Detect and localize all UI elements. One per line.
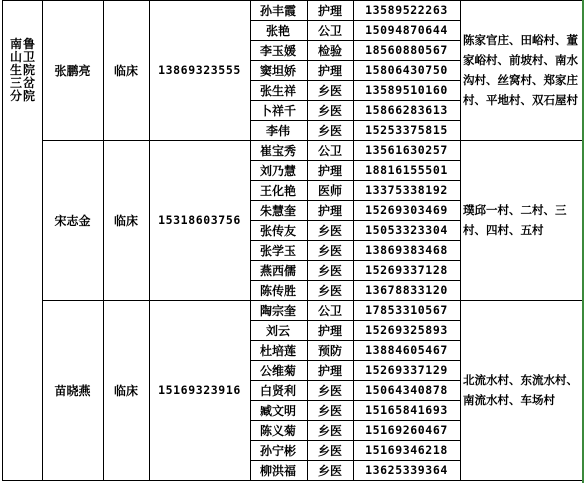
member-phone: 13589510160	[365, 83, 448, 97]
member-phone: 13869383468	[365, 243, 448, 257]
member-role: 护理	[317, 203, 342, 218]
member-name: 张学玉	[259, 243, 296, 258]
leader-phone: 13869323555	[158, 63, 241, 77]
member-role: 乡医	[317, 103, 342, 118]
table-bottom-border	[2, 480, 582, 481]
member-name: 张生祥	[259, 83, 296, 98]
leader-dept: 临床	[113, 213, 138, 228]
member-name: 窦坦娇	[259, 63, 296, 78]
village-list: 陈家官庄、田峪村、董家峪村、前坡村、南水沟村、丝窝村、郑家庄村、平地村、双石屋村	[463, 33, 578, 107]
member-name: 王化艳	[259, 183, 296, 198]
member-role: 护理	[317, 163, 342, 178]
org-name-vertical	[10, 38, 35, 103]
member-role: 乡医	[317, 83, 342, 98]
org-name-col: 南 山 生 三 分	[9, 36, 22, 103]
member-name: 杜培莲	[259, 343, 296, 358]
member-role: 乡医	[317, 403, 342, 418]
village-list: 璞邱一村、二村、三村、四村、五村	[463, 203, 567, 237]
member-phone: 13561630257	[365, 143, 448, 157]
member-name: 孙丰霞	[259, 3, 296, 18]
member-name: 燕西儒	[259, 263, 296, 278]
member-name: 卜祥千	[259, 103, 296, 118]
member-name: 张艳	[265, 23, 290, 38]
village-list: 北流水村、东流水村、南流水村、车场村	[463, 373, 578, 407]
member-name: 臧文明	[259, 403, 296, 418]
member-name: 陈义菊	[259, 423, 296, 438]
leader-dept: 临床	[113, 63, 138, 78]
column-divider	[460, 0, 461, 480]
member-role: 乡医	[317, 463, 342, 478]
leader-phone: 15169323916	[158, 383, 241, 397]
member-role: 公卫	[317, 303, 342, 318]
member-phone: 17853310567	[365, 303, 448, 317]
member-phone: 15064340878	[365, 383, 448, 397]
member-name: 柳洪福	[259, 463, 296, 478]
member-phone: 15165841693	[365, 403, 448, 417]
leader-name: 苗晓燕	[54, 383, 91, 398]
member-role: 乡医	[317, 123, 342, 138]
member-role: 乡医	[317, 423, 342, 438]
member-phone: 13678833120	[365, 283, 448, 297]
member-name: 崔宝秀	[259, 143, 296, 158]
member-phone: 15806430750	[365, 63, 448, 77]
member-role: 预防	[317, 343, 342, 358]
member-name: 刘乃慧	[259, 163, 296, 178]
leader-phone: 15318603756	[158, 213, 241, 227]
member-role: 护理	[317, 3, 342, 18]
member-role: 护理	[317, 63, 342, 78]
member-role: 乡医	[317, 263, 342, 278]
member-phone: 15866283613	[365, 103, 448, 117]
member-phone: 13589522263	[365, 3, 448, 17]
member-phone: 13884605467	[365, 343, 448, 357]
member-phone: 13375338192	[365, 183, 448, 197]
member-role: 检验	[317, 43, 342, 58]
member-phone: 18816155501	[365, 163, 448, 177]
member-name: 公维菊	[259, 363, 296, 378]
member-phone: 13625339364	[365, 463, 448, 477]
member-phone: 15253375815	[365, 123, 448, 137]
member-role: 乡医	[317, 223, 342, 238]
member-phone: 15269325893	[365, 323, 448, 337]
member-phone: 15269337128	[365, 263, 448, 277]
member-name: 白贤利	[259, 383, 296, 398]
member-phone: 15094870644	[365, 23, 448, 37]
member-name: 刘云	[265, 323, 290, 338]
member-role: 乡医	[317, 383, 342, 398]
member-name: 朱慧奎	[259, 203, 296, 218]
member-role: 医师	[317, 183, 342, 198]
member-role: 乡医	[317, 443, 342, 458]
member-phone: 15269303469	[365, 203, 448, 217]
member-role: 护理	[317, 363, 342, 378]
member-name: 张传友	[259, 223, 296, 238]
member-role: 乡医	[317, 243, 342, 258]
leader-name: 张鹏亮	[54, 63, 91, 78]
leader-dept: 临床	[113, 383, 138, 398]
org-name	[3, 0, 42, 140]
member-phone: 15169260467	[365, 423, 448, 437]
member-name: 孙宁彬	[259, 443, 296, 458]
member-role: 护理	[317, 323, 342, 338]
member-phone: 15269337129	[365, 363, 448, 377]
member-phone: 18560880567	[365, 43, 448, 57]
member-phone: 15053323304	[365, 223, 448, 237]
leader-name: 宋志金	[54, 213, 91, 228]
member-name: 李伟	[265, 123, 290, 138]
member-role: 公卫	[317, 143, 342, 158]
member-name: 陶宗奎	[259, 303, 296, 318]
member-phone: 15169346218	[365, 443, 448, 457]
member-name: 李玉媛	[259, 43, 296, 58]
member-role: 公卫	[317, 23, 342, 38]
member-role: 乡医	[317, 283, 342, 298]
member-name: 陈传胜	[259, 283, 296, 298]
org-name-col: 鲁 卫 院 岔 院	[23, 36, 36, 103]
